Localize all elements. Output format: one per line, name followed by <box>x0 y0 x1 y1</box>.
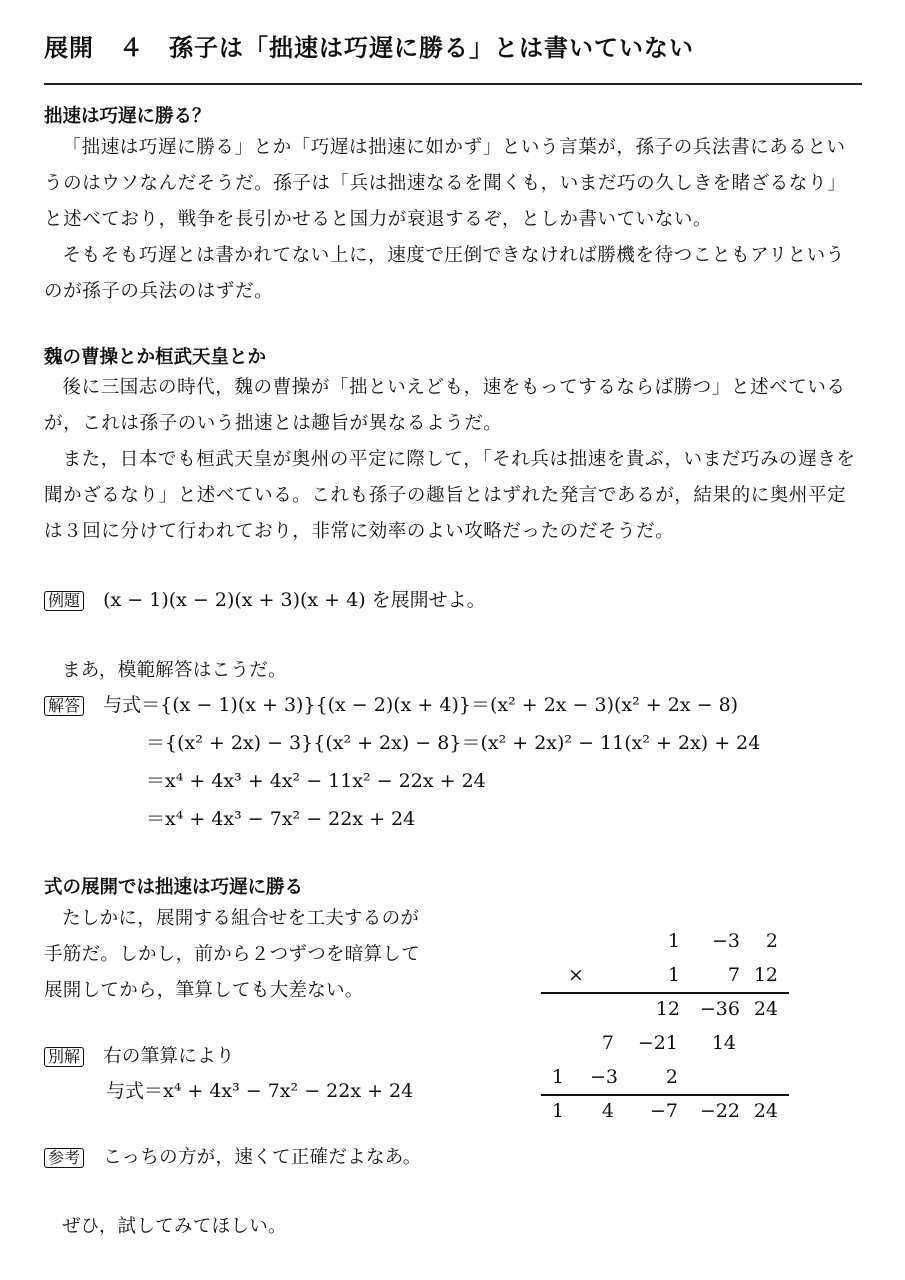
calc-multiplier-2: 7 <box>727 964 740 986</box>
calc-row2-1: 7 <box>601 1032 614 1054</box>
solution-line-4: ＝x⁴ + 4x³ − 7x² − 22x + 24 <box>146 808 416 830</box>
calc-result-1: 1 <box>551 1100 564 1122</box>
calc-result-5: 24 <box>753 1100 778 1122</box>
alt-solution-line-2: 与式＝x⁴ + 4x³ − 7x² − 22x + 24 <box>106 1080 414 1102</box>
calc-times-symbol: × <box>568 964 584 986</box>
note-row <box>44 1143 422 1169</box>
calc-result-2: 4 <box>601 1100 614 1122</box>
section-2-heading: 魏の曹操とか桓武天皇とか <box>44 347 267 368</box>
intro-line: まあ，模範解答はこうだ。 <box>62 660 287 681</box>
calc-multiplier-3: 12 <box>753 964 778 986</box>
calc-result-3: −7 <box>649 1100 678 1122</box>
example-row <box>44 585 486 612</box>
calc-result-4: −22 <box>699 1100 740 1122</box>
calc-row2-2: −21 <box>637 1032 678 1054</box>
solution-label: 解答 <box>44 696 84 716</box>
solution-line-1: 与式＝{(x − 1)(x + 3)}{(x − 2)(x + 4)}＝(x² + 2x − 3)(x² + 2x − 8) <box>103 694 739 716</box>
section-1-heading: 拙速は巧遅に勝る？ <box>44 106 211 127</box>
alt-solution-line-1: 右の筆算により <box>103 1046 235 1067</box>
section-1-paragraph-2: そもそも巧遅とは書かれてない上に，速度で圧倒できなければ勝機を待つこともアリというのが孫子の兵法のはずだ。 <box>44 245 845 302</box>
section-3-line-2: 手筋だ。しかし，前から２つずつを暗算して <box>44 944 421 965</box>
alt-solution-label: 別解 <box>44 1047 84 1067</box>
note-text: こっちの方が，速くて正確だよなあ。 <box>103 1147 422 1168</box>
section-1-paragraph-1: 「拙速は巧遅に勝る」とか「巧遅は拙速に如かず」という言葉が，孫子の兵法書にあるというのはウソなんだそうだ。孫子は「兵は拙速なるを聞くも，いまだ巧の久しきを睹ざるなり」と述べており，戦争を長引かせると国力が衰退するぞ，としか書いていない。 <box>44 137 847 230</box>
alt-solution-row-1 <box>44 1042 235 1068</box>
example-problem: (x − 1)(x − 2)(x + 3)(x + 4) を展開せよ。 <box>103 589 486 611</box>
solution-line-2: ＝{(x² + 2x) − 3}{(x² + 2x) − 8}＝(x² + 2x)² − 11(x² + 2x) + 24 <box>146 732 761 754</box>
title-divider <box>44 83 862 85</box>
section-2-paragraph-1: 後に三国志の時代，魏の曹操が「拙といえども，速をもってするならば勝つ」と述べているが，これは孫子のいう拙速とは趣旨が異なるようだ。 <box>44 377 846 434</box>
note-label: 参考 <box>44 1148 84 1168</box>
example-label: 例題 <box>44 591 84 611</box>
calc-multiplicand-2: −3 <box>711 930 740 952</box>
section-2-paragraph-2: また，日本でも桓武天皇が奥州の平定に際して，「それ兵は拙速を貴ぶ，いまだ巧みの遅きを聞かざるなり」と述べている。これも孫子の趣旨とはずれた発言であるが，結果的に奥州平定は３回に分けて行われており，非常に効率のよい攻略だったのだそうだ。 <box>44 449 856 542</box>
solution-row-1 <box>44 690 738 717</box>
calc-row1-1: 12 <box>655 998 680 1020</box>
section-3-line-1: たしかに，展開する組合せを工夫するのが <box>62 908 420 929</box>
calc-row3-2: −3 <box>589 1066 618 1088</box>
calc-row1-3: 24 <box>753 998 778 1020</box>
calc-rule-top <box>541 992 789 994</box>
calc-rule-bottom <box>541 1094 789 1096</box>
calc-multiplier-1: 1 <box>667 964 680 986</box>
calc-multiplicand-3: 2 <box>765 930 778 952</box>
solution-line-3: ＝x⁴ + 4x³ + 4x² − 11x² − 22x + 24 <box>146 770 486 792</box>
calc-row1-2: −36 <box>699 998 740 1020</box>
calc-row2-3: 14 <box>711 1032 736 1054</box>
calc-row3-1: 1 <box>551 1066 564 1088</box>
section-3-heading: 式の展開では拙速は巧遅に勝る <box>44 877 304 898</box>
closing-line: ぜひ，試してみてほしい。 <box>62 1216 287 1237</box>
calc-multiplicand-1: 1 <box>667 930 680 952</box>
section-3-line-3: 展開してから，筆算しても大差ない。 <box>44 980 364 1001</box>
page-title: 展開 ４ 孫子は「拙速は巧遅に勝る」とは書いていない <box>44 34 694 62</box>
calc-row3-3: 2 <box>665 1066 678 1088</box>
